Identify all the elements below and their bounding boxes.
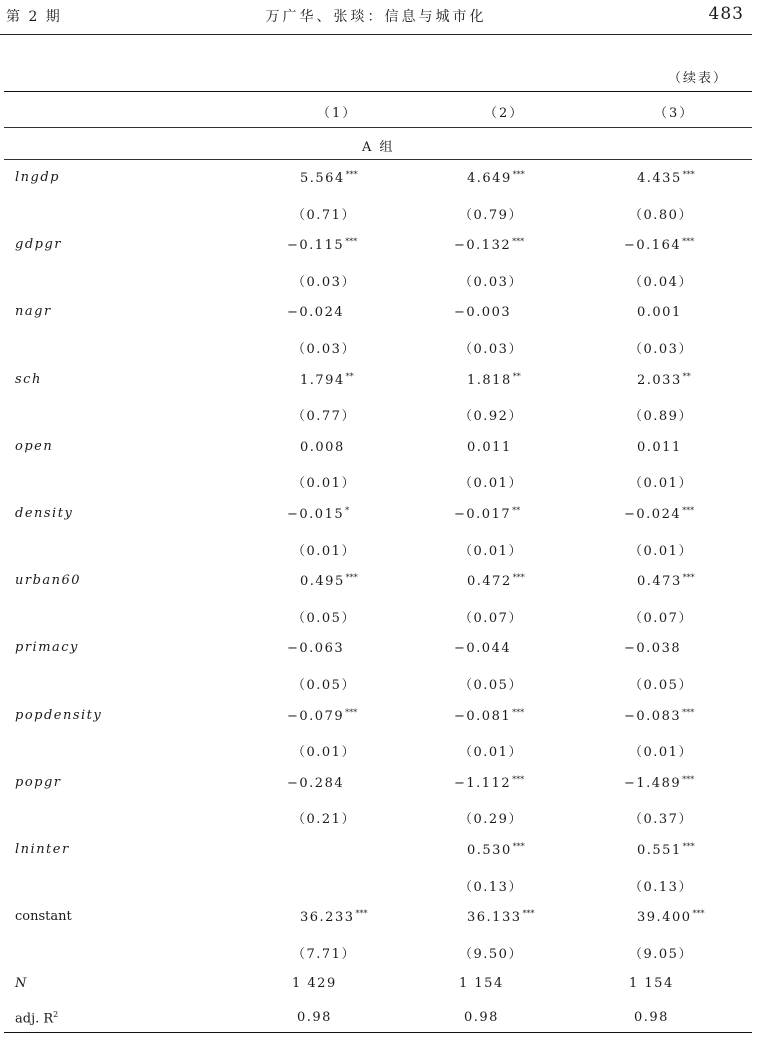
std-error-cell: （0.05） <box>629 678 693 693</box>
coef-cell <box>454 237 524 253</box>
coef-value: 0.472 <box>467 574 512 589</box>
coef-value: −0.284 <box>287 776 345 791</box>
coef-value: −0.044 <box>454 641 512 656</box>
variable-label: lngdp <box>15 170 60 185</box>
variable-label: popgr <box>15 775 62 790</box>
std-error-cell: （0.79） <box>459 208 523 223</box>
coef-value: −0.081 <box>454 709 512 724</box>
coef-value: 1.794 <box>300 373 345 388</box>
significance-stars: *** <box>682 506 695 515</box>
coef-cell <box>300 170 358 186</box>
group-label: A 组 <box>362 140 395 155</box>
coef-cell <box>637 842 695 858</box>
coef-value: 36.233 <box>300 910 355 925</box>
observations-value: 1 154 <box>459 976 504 991</box>
variable-label: popdensity <box>15 708 103 723</box>
coef-cell <box>454 640 512 656</box>
std-error-cell: （0.01） <box>629 476 693 491</box>
coef-value: 0.551 <box>637 843 682 858</box>
std-error-cell: （9.05） <box>629 947 693 962</box>
coef-value: 5.564 <box>300 171 345 186</box>
coef-cell <box>287 506 349 522</box>
coef-cell <box>454 708 524 724</box>
variable-label: nagr <box>15 304 52 319</box>
std-error-cell: （9.50） <box>459 947 523 962</box>
std-error-cell: （0.03） <box>459 342 523 357</box>
std-error-cell: （0.01） <box>292 745 356 760</box>
page-number: 483 <box>708 4 744 24</box>
std-error-cell: （7.71） <box>292 947 356 962</box>
std-error-cell: （0.92） <box>459 409 523 424</box>
r-squared-value: 0.98 <box>464 1010 499 1025</box>
significance-stars: *** <box>345 708 358 717</box>
coef-value: 0.011 <box>637 440 682 455</box>
significance-stars: *** <box>682 170 695 179</box>
coef-value: −0.038 <box>624 641 682 656</box>
variable-label: constant <box>15 909 72 924</box>
column-header-2: （2） <box>484 106 525 121</box>
coef-cell <box>624 237 694 253</box>
page-header <box>0 0 752 35</box>
significance-stars: *** <box>682 573 695 582</box>
r-squared-value: 0.98 <box>634 1010 669 1025</box>
significance-stars: *** <box>345 170 358 179</box>
std-error-cell: （0.07） <box>629 611 693 626</box>
std-error-cell: （0.01） <box>629 745 693 760</box>
significance-stars: *** <box>512 842 525 851</box>
significance-stars: *** <box>355 909 368 918</box>
coef-cell <box>637 909 705 925</box>
significance-stars: ** <box>345 372 354 381</box>
std-error-cell: （0.05） <box>292 611 356 626</box>
coef-value: 4.649 <box>467 171 512 186</box>
variable-label: gdpgr <box>15 237 63 252</box>
std-error-cell: （0.01） <box>459 745 523 760</box>
coef-value: −0.083 <box>624 709 682 724</box>
coef-cell <box>467 573 525 589</box>
std-error-cell: （0.04） <box>629 275 693 290</box>
variable-label: primacy <box>15 640 79 655</box>
significance-stars: *** <box>512 170 525 179</box>
significance-stars: *** <box>682 708 695 717</box>
coef-cell <box>467 170 525 186</box>
column-header-3: （3） <box>654 106 695 121</box>
column-header-1: （1） <box>317 106 358 121</box>
std-error-cell: （0.37） <box>629 812 693 827</box>
coef-cell <box>624 640 682 656</box>
significance-stars: ** <box>512 506 521 515</box>
std-error-cell: （0.77） <box>292 409 356 424</box>
coef-value: 1.818 <box>467 373 512 388</box>
std-error-cell: （0.13） <box>629 880 693 895</box>
significance-stars: *** <box>512 237 525 246</box>
std-error-cell: （0.01） <box>459 544 523 559</box>
coef-value: −0.017 <box>454 507 512 522</box>
std-error-cell: （0.01） <box>292 476 356 491</box>
coef-value: 0.473 <box>637 574 682 589</box>
coef-value: −0.115 <box>287 238 345 253</box>
group-rule <box>4 159 752 160</box>
coef-cell <box>287 775 345 791</box>
coef-value: −0.079 <box>287 709 345 724</box>
coef-cell <box>624 506 694 522</box>
coef-cell <box>287 237 357 253</box>
std-error-cell: （0.01） <box>629 544 693 559</box>
coef-value: 0.495 <box>300 574 345 589</box>
std-error-cell: （0.89） <box>629 409 693 424</box>
significance-stars: *** <box>682 237 695 246</box>
coef-value: 2.033 <box>637 373 682 388</box>
std-error-cell: （0.05） <box>292 678 356 693</box>
significance-stars: *** <box>512 573 525 582</box>
significance-stars: *** <box>692 909 705 918</box>
significance-stars: *** <box>345 237 358 246</box>
std-error-cell: （0.05） <box>459 678 523 693</box>
coef-cell <box>300 909 368 925</box>
coef-value: −0.024 <box>287 305 345 320</box>
significance-stars: * <box>345 506 350 515</box>
variable-label: lninter <box>15 842 70 857</box>
significance-stars: *** <box>522 909 535 918</box>
coef-cell <box>624 775 694 791</box>
significance-stars: *** <box>345 573 358 582</box>
std-error-cell: （0.03） <box>292 342 356 357</box>
variable-label: urban60 <box>15 573 82 588</box>
coef-cell <box>467 909 535 925</box>
coef-value: −0.015 <box>287 507 345 522</box>
coef-value: 36.133 <box>467 910 522 925</box>
coef-cell <box>454 775 524 791</box>
coef-value: −0.164 <box>624 238 682 253</box>
coef-cell <box>467 439 513 455</box>
std-error-cell: （0.03） <box>629 342 693 357</box>
continued-label: （续表） <box>667 71 728 86</box>
coef-cell <box>467 842 525 858</box>
coef-cell <box>287 640 345 656</box>
coef-cell <box>467 372 521 388</box>
coef-cell <box>300 439 346 455</box>
variable-label: open <box>15 439 54 454</box>
coef-cell <box>287 708 357 724</box>
table-bottom-rule <box>4 1032 752 1033</box>
coef-value: −0.132 <box>454 238 512 253</box>
coef-cell <box>637 439 683 455</box>
significance-stars: *** <box>682 775 695 784</box>
std-error-cell: （0.13） <box>459 880 523 895</box>
coef-cell <box>300 372 354 388</box>
std-error-cell: （0.07） <box>459 611 523 626</box>
std-error-cell: （0.03） <box>459 275 523 290</box>
coef-value: 0.530 <box>467 843 512 858</box>
coef-cell <box>454 506 520 522</box>
issue-number: 第 2 期 <box>6 9 62 25</box>
coef-cell <box>300 573 358 589</box>
observations-value: 1 154 <box>629 976 674 991</box>
coef-value: −0.003 <box>454 305 512 320</box>
r-squared-label <box>15 1010 58 1026</box>
significance-stars: *** <box>512 708 525 717</box>
variable-label: sch <box>15 372 42 387</box>
std-error-cell: （0.29） <box>459 812 523 827</box>
coef-cell <box>637 372 691 388</box>
coef-value: 0.008 <box>300 440 345 455</box>
coef-cell <box>287 304 345 320</box>
std-error-cell: （0.80） <box>629 208 693 223</box>
significance-stars: *** <box>512 775 525 784</box>
coef-cell <box>300 842 301 858</box>
r-squared-value: 0.98 <box>297 1010 332 1025</box>
coef-value: −1.489 <box>624 776 682 791</box>
std-error-cell: （0.01） <box>459 476 523 491</box>
coef-cell <box>624 708 694 724</box>
r-squared-label-text: adj. R <box>15 1011 54 1027</box>
significance-stars: ** <box>512 372 521 381</box>
coef-value: 4.435 <box>637 171 682 186</box>
coef-value: 0.011 <box>467 440 512 455</box>
std-error-cell: （0.21） <box>292 812 356 827</box>
header-rule <box>4 127 752 128</box>
coef-value: −0.063 <box>287 641 345 656</box>
coef-value: −0.024 <box>624 507 682 522</box>
coef-cell <box>637 304 683 320</box>
coef-value: 0.001 <box>637 305 682 320</box>
std-error-cell: （0.01） <box>292 544 356 559</box>
table-top-rule <box>4 91 752 92</box>
coef-cell <box>637 573 695 589</box>
std-error-cell: （0.71） <box>292 208 356 223</box>
significance-stars: *** <box>682 842 695 851</box>
coef-cell <box>637 170 695 186</box>
coef-value: −1.112 <box>454 776 512 791</box>
r-squared-superscript: 2 <box>53 1010 59 1019</box>
coef-value: 39.400 <box>637 910 692 925</box>
running-title: 万广华、张琰：信息与城市化 <box>265 9 487 25</box>
observations-value: 1 429 <box>292 976 337 991</box>
significance-stars: ** <box>682 372 691 381</box>
coef-cell <box>454 304 512 320</box>
std-error-cell: （0.03） <box>292 275 356 290</box>
observations-label: N <box>15 976 28 991</box>
variable-label: density <box>15 506 74 521</box>
